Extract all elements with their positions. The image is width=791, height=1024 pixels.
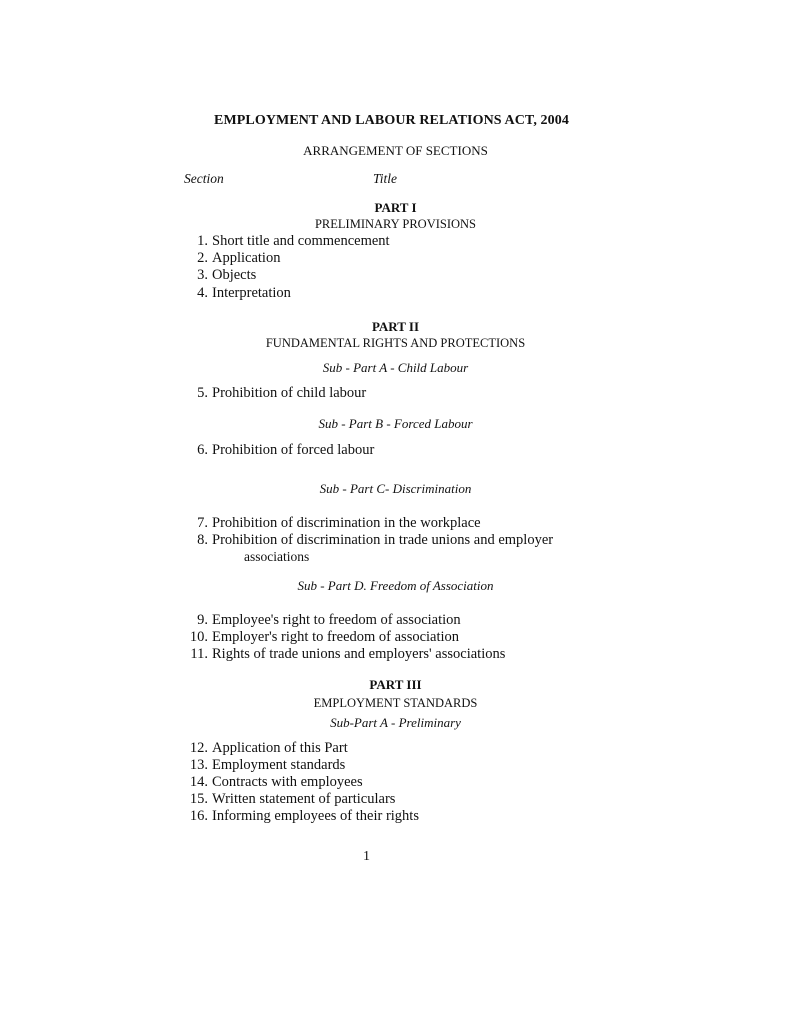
part-3-label: PART III: [369, 677, 422, 692]
item-text: Informing employees of their rights: [212, 808, 419, 824]
item-number: 2.: [197, 250, 208, 266]
list-item: [180, 613, 461, 628]
item-text: Employee's right to freedom of association: [212, 612, 461, 628]
list-item: [180, 809, 419, 824]
item-number: 7.: [197, 515, 208, 531]
item-text: Prohibition of forced labour: [212, 442, 375, 458]
part-1-heading: PRELIMINARY PROVISIONS: [314, 217, 477, 231]
list-item: [180, 268, 256, 283]
item-text: Prohibition of child labour: [212, 385, 367, 401]
document-title: EMPLOYMENT AND LABOUR RELATIONS ACT, 2004: [214, 113, 569, 128]
item-continuation: associations: [244, 549, 310, 564]
item-text: Contracts with employees: [212, 774, 363, 790]
item-text: Prohibition of discrimination in trade unions and employer: [212, 532, 554, 548]
item-text: Short title and commencement: [212, 233, 390, 249]
part-3-heading: EMPLOYMENT STANDARDS: [313, 696, 478, 710]
subpart-d-heading: Sub - Part D. Freedom of Association: [297, 578, 494, 593]
item-text: Objects: [212, 267, 257, 283]
item-text: Employer's right to freedom of association: [212, 629, 460, 645]
list-item: [180, 443, 374, 458]
item-number: 8.: [197, 532, 208, 548]
item-number: 13.: [189, 757, 208, 773]
list-item: [180, 758, 345, 773]
list-item: [180, 386, 366, 401]
list-item: [180, 630, 459, 645]
document-subtitle: ARRANGEMENT OF SECTIONS: [303, 143, 488, 158]
part-2-label: PART II: [371, 319, 420, 334]
item-number: 5.: [197, 385, 208, 401]
list-item: [180, 792, 395, 807]
column-header-section: Section: [184, 171, 224, 186]
subpart-a-heading: Sub - Part A - Child Labour: [322, 360, 469, 375]
item-number: 14.: [189, 774, 208, 790]
item-number: 9.: [197, 612, 208, 628]
list-item: [180, 234, 390, 249]
column-header-title: Title: [373, 171, 398, 186]
item-text: Employment standards: [212, 757, 346, 773]
item-text: Application of this Part: [212, 740, 348, 756]
subpart-c-heading: Sub - Part C- Discrimination: [319, 481, 472, 496]
item-number: 4.: [197, 285, 208, 301]
part-2-heading: FUNDAMENTAL RIGHTS AND PROTECTIONS: [265, 336, 526, 350]
item-number: 10.: [189, 629, 208, 645]
item-text: Prohibition of discrimination in the workplace: [212, 515, 481, 531]
item-number: 3.: [197, 267, 208, 283]
item-text: Application: [212, 250, 281, 266]
page-number: 1: [363, 849, 370, 864]
part-1-label: PART I: [374, 200, 417, 215]
list-item: [180, 251, 280, 266]
item-text: Written statement of particulars: [212, 791, 396, 807]
item-number: 11.: [190, 646, 208, 662]
item-number: 15.: [189, 791, 208, 807]
item-number: 1.: [197, 233, 208, 249]
item-text: Rights of trade unions and employers' associations: [212, 646, 506, 662]
part-3-subpart-a-heading: Sub-Part A - Preliminary: [330, 715, 461, 730]
item-text: Interpretation: [212, 285, 291, 301]
list-item: [180, 516, 481, 531]
item-number: 12.: [189, 740, 208, 756]
item-number: 6.: [197, 442, 208, 458]
list-item: [180, 775, 363, 790]
list-item: [180, 286, 291, 301]
list-item: [180, 533, 553, 548]
item-number: 16.: [189, 808, 208, 824]
subpart-b-heading: Sub - Part B - Forced Labour: [318, 416, 473, 431]
list-item: [180, 741, 348, 756]
list-item: [180, 647, 505, 662]
